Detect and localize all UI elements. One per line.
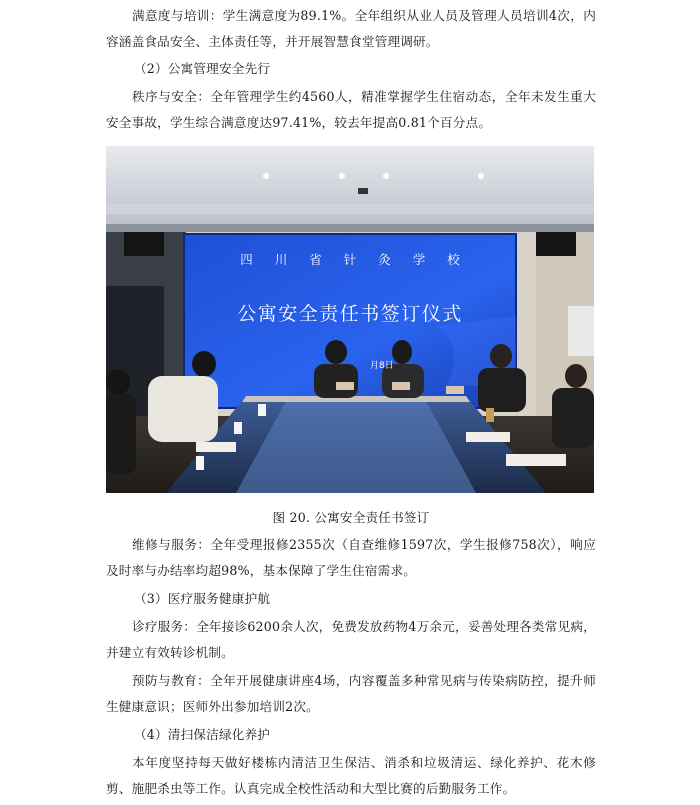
paragraph-maintenance-service: 维修与服务：全年受理报修2355次（自查维修1597次，学生报修758次），响应及时率与办结率均超98%，基本保障了学生住宿需求。 [106, 537, 596, 578]
screen-date: 月8日 [370, 361, 394, 371]
paragraph-satisfaction-training: 满意度与培训：学生满意度为89.1%。全年组织从业人员及管理人员培训4次，内容涵盖食品安全、主体责任等，并开展智慧食堂管理调研。 [106, 8, 596, 49]
paragraph-prevention-education: 预防与教育：全年开展健康讲座4场，内容覆盖多种常见病与传染病防控，提升师生健康意识；医师外出参加培训2次。 [106, 673, 596, 714]
figure-caption: 图 20. 公寓安全责任书签订 [272, 510, 430, 525]
paragraph-cleaning-greening: 本年度坚持每天做好楼栋内清洁卫生保洁、消杀和垃圾清运、绿化养护、花木修剪、施肥杀虫等工作。认真完成全校性活动和大型比赛的后勤服务工作。 [106, 755, 596, 796]
paragraph-treatment-service: 诊疗服务：全年接诊6200余人次，免费发放药物4万余元，妥善处理各类常见病，并建立有效转诊机制。 [106, 619, 596, 660]
signing-ceremony-photo [106, 146, 594, 493]
paragraph-order-safety: 秩序与安全：全年管理学生约4560人，精准掌握学生住宿动态，全年未发生重大安全事故，学生综合满意度达97.41%，较去年提高0.81个百分点。 [106, 89, 596, 130]
section-heading-medical: （3）医疗服务健康护航 [134, 591, 271, 606]
section-heading-dormitory: （2）公寓管理安全先行 [134, 61, 271, 76]
section-heading-cleaning: （4）清扫保洁绿化养护 [134, 727, 271, 742]
screen-ceremony-title: 公寓安全责任书签订仪式 [237, 303, 463, 325]
screen-school-name: 四川省针灸学校 [240, 252, 482, 267]
